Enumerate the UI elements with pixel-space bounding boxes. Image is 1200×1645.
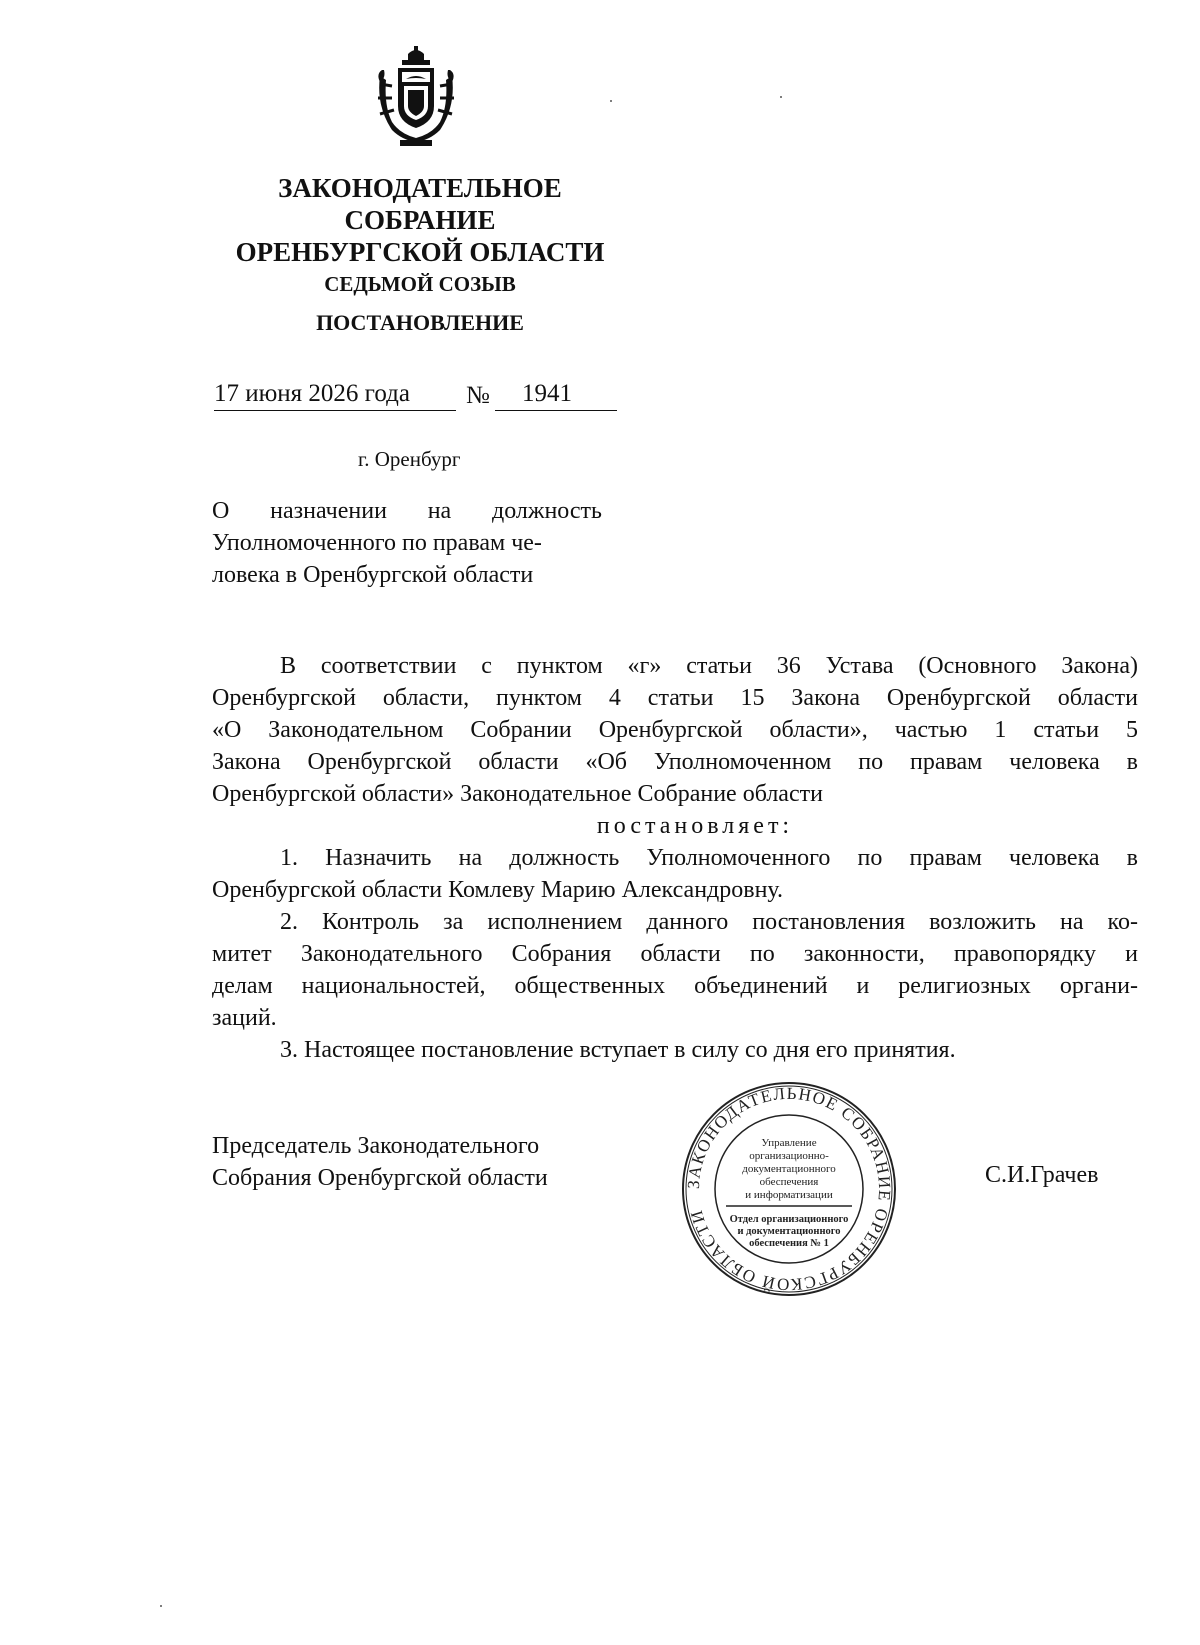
document-date: 17 июня 2026 года — [214, 380, 410, 407]
coat-of-arms-emblem — [372, 46, 460, 150]
scan-speck — [780, 96, 782, 98]
stamp-inner-line: и документационного — [737, 1226, 841, 1237]
stamp-ring-text: ЗАКОНОДАТЕЛЬНОЕ СОБРАНИЕ ОРЕНБУРГСКОЙ ОБЛАСТИ — [683, 1083, 895, 1295]
preamble-line: Закона Оренбургской области «Об Уполномоченном по правам человека в — [212, 749, 1138, 775]
item-line: заций. — [212, 1005, 277, 1031]
signatory-name: С.И.Грачев — [985, 1162, 1099, 1188]
subject-word: на — [427, 498, 452, 524]
number-sign: № — [466, 382, 490, 409]
document-body — [212, 650, 1138, 1066]
item-line: 2. Контроль за исполнением данного постановления возложить на ко- — [280, 909, 1138, 935]
item-line: 1. Назначить на должность Уполномоченного по правам человека в — [280, 845, 1138, 871]
subject-line-2: Уполномоченного по правам че- — [212, 530, 542, 556]
preamble-line: Оренбургской области» Законодательное Собрание области — [212, 781, 823, 807]
signatory-title-line-2: Собрания Оренбургской области — [212, 1165, 548, 1191]
item-1 — [212, 842, 1138, 906]
document-subject — [212, 495, 602, 591]
official-stamp — [678, 1078, 900, 1300]
issuing-body — [200, 172, 640, 268]
scan-speck — [160, 1605, 162, 1607]
convocation: СЕДЬМОЙ СОЗЫВ — [324, 272, 516, 296]
stamp-inner-line: обеспечения № 1 — [749, 1238, 829, 1249]
item-2 — [212, 906, 1138, 1034]
stamp-inner-line: обеспечения — [759, 1176, 819, 1188]
preamble-line: «О Законодательном Собрании Оренбургской области», частью 1 статьи 5 — [212, 717, 1138, 743]
city: г. Оренбург — [358, 447, 461, 471]
subject-line-1 — [212, 495, 602, 527]
document-type: ПОСТАНОВЛЕНИЕ — [316, 310, 524, 335]
stamp-inner-line: организационно- — [749, 1150, 829, 1162]
subject-word: О — [212, 498, 230, 524]
subject-word: должность — [492, 498, 602, 524]
item-line: делам национальностей, общественных объединений и религиозных органи- — [212, 973, 1138, 999]
preamble-paragraph — [212, 650, 1138, 810]
item-line: Оренбургской области Комлеву Марию Александровну. — [212, 877, 784, 903]
subject-line-3: ловека в Оренбургской области — [212, 562, 534, 588]
signatory-title — [212, 1130, 632, 1194]
subject-word: назначении — [270, 498, 387, 524]
stamp-inner-line: Управление — [761, 1137, 817, 1149]
document-number: 1941 — [522, 380, 572, 407]
preamble-line: В соответствии с пунктом «г» статьи 36 Устава (Основного Закона) — [280, 653, 1138, 679]
resolves-word: постановляет: — [596, 813, 794, 839]
item-line: 3. Настоящее постановление вступает в силу со дня его принятия. — [280, 1037, 956, 1063]
org-line-2: СОБРАНИЕ — [344, 205, 496, 235]
preamble-line: Оренбургской области, пунктом 4 статьи 15 Закона Оренбургской области — [212, 685, 1138, 711]
stamp-inner-line: и информатизации — [745, 1189, 833, 1201]
org-line-1: ЗАКОНОДАТЕЛЬНОЕ — [278, 173, 562, 203]
number-underline — [495, 410, 617, 411]
item-line: митет Законодательного Собрания области по законности, правопорядку и — [212, 941, 1138, 967]
stamp-inner-line: Отдел организационного — [729, 1214, 849, 1225]
org-line-3: ОРЕНБУРГСКОЙ ОБЛАСТИ — [235, 237, 605, 267]
scan-speck — [610, 100, 612, 102]
stamp-inner-line: документационного — [742, 1163, 836, 1175]
signatory-title-line-1: Председатель Законодательного — [212, 1133, 540, 1159]
date-underline — [214, 410, 456, 411]
item-3 — [212, 1034, 1138, 1066]
